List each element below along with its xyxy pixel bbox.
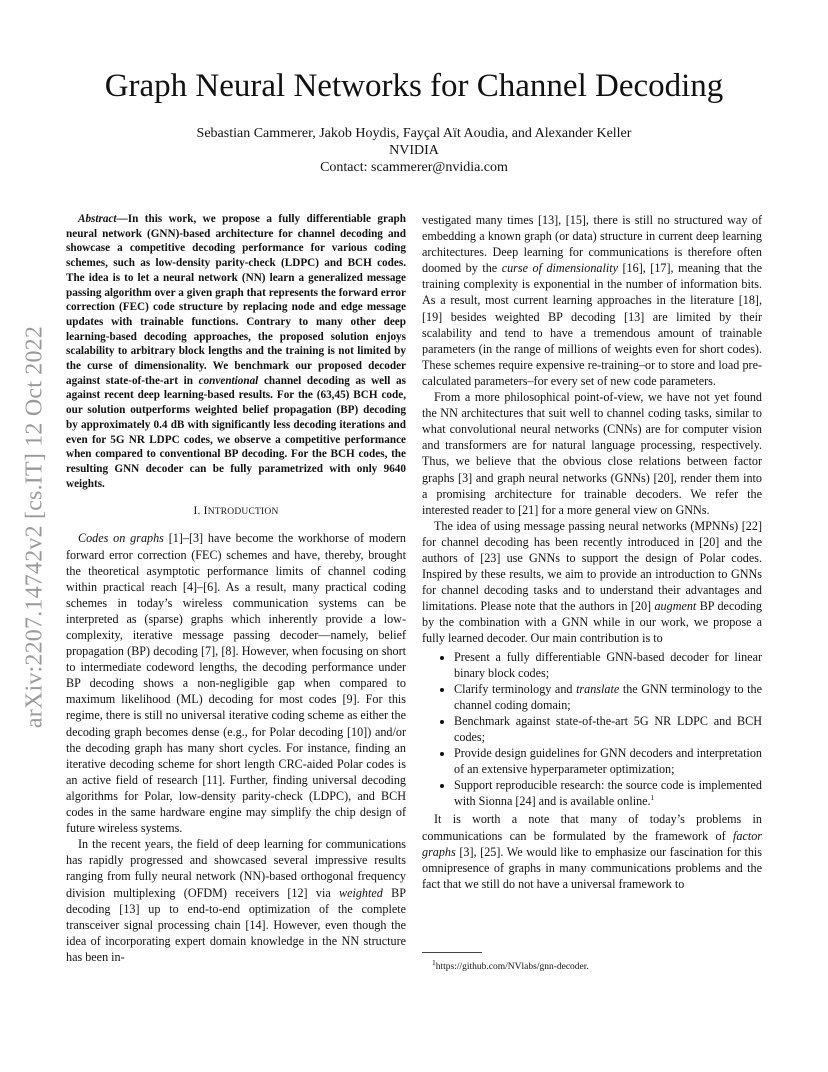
abstract-text-a: —In this work, we propose a fully differentiable graph neural network (GNN)-based architecture for channel decoding and showcase a competitive decoding performance for various coding schemes, such as low-density parity-check (LDPC) and BCH codes. The idea is to let a neural network (NN) learn a generalized message passing algorithm over a given graph that represents the forward error correction (FEC) code structure by replacing node and edge message updates with trainable functions. Contrary to many other deep learning-based decoding approaches, the proposed solution enjoys scalability to arbitrary block lengths and the training is not limited by the curse of dimensionality. We benchmark our proposed decoder against state-of-the-art in [66,213,406,387]
right-column [422,212,762,892]
abstract-text-b: channel decoding as well as against recent deep learning-based results. For the (63,45) BCH code, our solution outperforms weighted belief propagation (BP) decoding by approximately 0.4 dB with significantly less decoding iterations and even for 5G NR LDPC codes, we observe a competitive performance when compared to conventional BP decoding. For the BCH codes, the resulting GNN decoder can be fully parametrized with only 9640 weights. [66,374,406,490]
right-p1-emphasis: curse of dimensionality [501,261,618,276]
right-p1-text-a: vestigated many times [13], [15], there is still no structured way of embedding a known graph (or data) structure in current deep learning architectures. Deep learning for communications is therefore often doomed by the [422,213,762,276]
abstract-emphasis: conventional [198,374,259,387]
paper-title: Graph Neural Networks for Channel Decoding [104,68,724,104]
footnote-link[interactable]: https://github.com/NVlabs/gnn-decoder. [435,962,589,972]
right-paragraph-1 [422,212,762,389]
intro-paragraph-2 [66,836,406,965]
intro-p2-text-a: In the recent years, the field of deep learning for communications has rapidly progressed and showcased several impressive results ranging from fully neural network (NN)-based orthogonal frequency division multiplexing (OFDM) receivers [12] via [66,837,406,900]
intro-p1-emphasis: Codes on graphs [78,531,164,546]
list-item [454,777,762,809]
list-item: • Benchmark against state-of-the-art 5G NR LDPC and BCH codes; [454,713,762,745]
footnote-divider [422,952,482,953]
list-item: • Provide design guidelines for GNN decoders and interpretation of an extensive hyperparameter optimization; [454,745,762,777]
right-p4-text-b: [3], [25]. We would like to emphasize our fascination for this omnipresence of graphs in many communications problems and the fact that we still do not have a universal framework to [422,844,762,891]
bullet2-text: Clarify terminology and [454,681,577,696]
right-p3-text-a: The idea of using message passing neural networks (MPNNs) [22] for channel decoding has been recently introduced in [20] and the authors of [23] use GNNs to support the design of Polar codes. Inspired by these results, we aim to provide an introduction to GNNs for channel decoding tasks and to understand their advantages and limitations. Please note that the authors in [20] [422,518,762,614]
list-item [454,681,762,713]
right-paragraph-3 [422,518,762,647]
intro-paragraph-1 [66,530,406,836]
right-p3-emphasis: augment [654,599,697,614]
affiliation: NVIDIA [389,143,439,158]
author-block [0,125,828,176]
contact-email[interactable]: Contact: scammerer@nvidia.com [320,160,508,175]
footnote-ref[interactable]: 1 [650,793,655,803]
footnote-mark: 1 [432,957,436,967]
right-paragraph-4 [422,811,762,891]
intro-p1-text: [1]–[3] have become the workhorse of modern forward error correction (FEC) schemes and have, thereby, brought the theoretical asymptotic performance limits of channel coding within practical reach [4]–[6]. As a result, many practical coding schemes in today’s wireless communication systems can be interpreted as (sparse) graphs which inherently provide a low-complexity, iterative message passing decoder—namely, belief propagation (BP) decoding [7], [8]. However, when focusing on short to intermediate codeword lengths, the decoding performance under BP decoding shows a non-negligible gap when compared to maximum likelihood (ML) decoding for most codes [9]. For this regime, there is still no universal iterative coding scheme as either the decoding graph becomes dense (e.g., for Polar decoding [10]) and/or the decoding graph has many short cycles. For instance, finding an iterative decoding scheme for short length CRC-aided Polar codes is an active field of research [11]. Further, finding universal decoding algorithms for Polar, low-density parity-check (LDPC), and BCH codes in the same hardware engine may simplify the chip design of future wireless systems. [66,531,407,836]
bullet2-emphasis: translate [576,681,620,696]
right-p4-text-a: It is worth a note that many of today’s problems in communications can be formulated by the framework of [422,812,762,843]
intro-p2-emphasis: weighted [339,885,383,900]
contribution-list [422,649,762,810]
arxiv-stamp[interactable]: arXiv:2207.14742v2 [cs.IT] 12 Oct 2022 [21,325,48,729]
section-numeral: I. [193,505,201,518]
left-column [66,212,406,965]
section-rest: NTRODUCTION [207,507,279,518]
abstract [66,212,406,491]
section-initial: I [203,505,208,518]
author-names: Sebastian Cammerer, Jakob Hoydis, Fayçal Aït Aoudia, and Alexander Keller [196,126,632,141]
bullet5-text: Support reproducible research: the source code is implemented with Sionna [24] and is available online. [454,778,762,809]
list-item: • Present a fully differentiable GNN-based decoder for linear binary block codes; [454,649,762,681]
right-p4-emphasis: factor graphs [422,828,762,859]
abstract-label: Abstract [78,213,117,225]
intro-p2-text-b: BP decoding [13] up to end-to-end optimization of the complete transceiver signal processing chain [14]. However, even though the idea of incorporating expert domain knowledge in the NN structure has been in- [66,885,406,964]
arxiv-sidebar [20,295,50,760]
right-paragraph-2: From a more philosophical point-of-view, we have not yet found the NN architectures that suit well to channel coding tasks, similar to what convolutional neural networks (CNNs) are for computer vision and transformers are for natural language processing, respectively. Thus, we believe that the obvious close relations between factor graphs [3] and graph neural networks (GNNs) [20], render them into a promising architecture for trainable decoders. We refer the interested reader to [21] for a more general view on GNNs. [422,390,762,517]
bullet2-rest: the GNN terminology to the channel coding domain; [454,681,762,712]
right-p3-text-b: BP decoding by the combination with a GNN while in our work, we propose a fully learned decoder. Our main contribution is to [422,599,762,646]
section-heading-introduction [66,503,406,520]
right-p1-text-b: [16], [17], meaning that the training complexity is exponential in the number of information bits. As a result, most current learning approaches in the literature [18], [19] besides weighted BP decoding [13] are limited by their scalability and tend to have a tremendous amount of trainable parameters (in the range of millions of weights even for short codes). These schemes require expensive re-training–or to store and load pre-calculated parameters–for every set of new code parameters. [422,261,763,388]
footnote [432,957,589,973]
